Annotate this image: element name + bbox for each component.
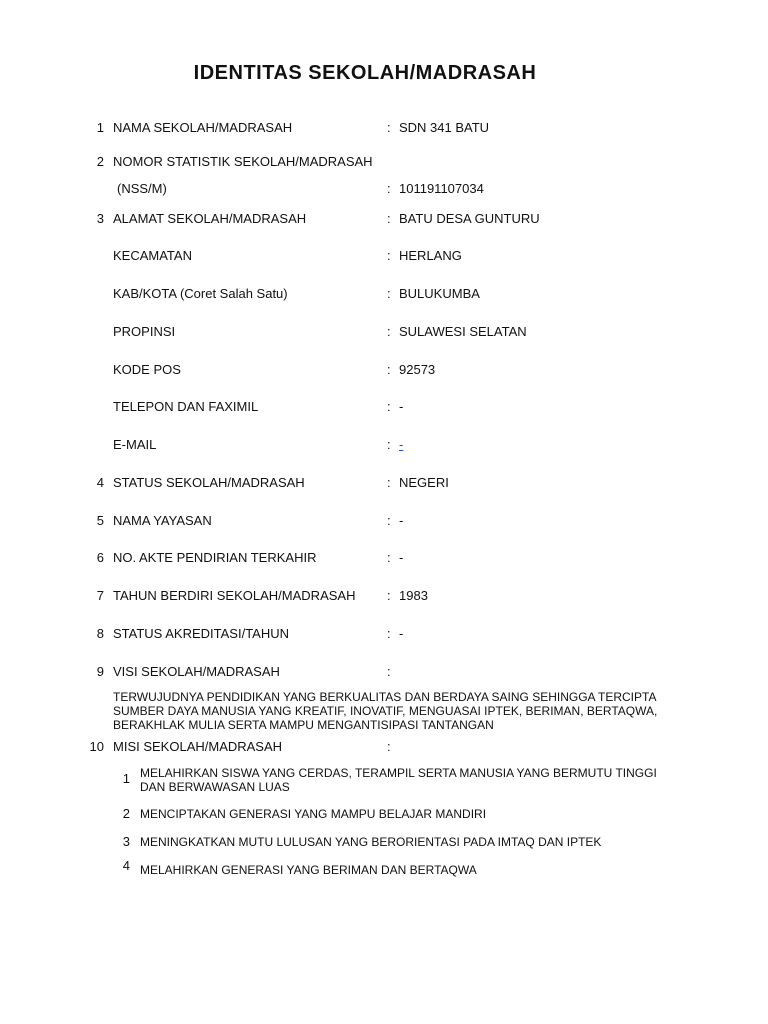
row-kode-pos xyxy=(0,360,768,380)
colon-separator: : xyxy=(387,120,391,135)
misi-number: 4 xyxy=(122,858,130,873)
field-label: STATUS SEKOLAH/MADRASAH xyxy=(113,475,305,490)
row-misi xyxy=(0,737,768,757)
misi-number: 1 xyxy=(122,771,130,786)
row-propinsi xyxy=(0,322,768,342)
row-number: 1 xyxy=(96,120,104,135)
colon-separator: : xyxy=(387,211,391,226)
row-kecamatan xyxy=(0,246,768,266)
colon-separator: : xyxy=(387,399,391,414)
row-nss-heading xyxy=(0,152,768,172)
row-alamat xyxy=(0,209,768,229)
field-label: KECAMATAN xyxy=(113,248,192,263)
row-akte xyxy=(0,548,768,568)
field-value: HERLANG xyxy=(399,248,462,263)
colon-separator: : xyxy=(387,248,391,263)
row-number: 3 xyxy=(96,211,104,226)
page-title: IDENTITAS SEKOLAH/MADRASAH xyxy=(193,62,537,84)
field-value: NEGERI xyxy=(399,475,449,490)
row-number: 7 xyxy=(96,588,104,603)
row-status-sekolah xyxy=(0,473,768,493)
misi-number: 2 xyxy=(122,806,130,821)
row-email xyxy=(0,435,768,455)
email-link[interactable]: - xyxy=(399,437,404,452)
row-visi xyxy=(0,662,768,682)
field-value: - xyxy=(399,626,404,641)
colon-separator: : xyxy=(387,181,391,196)
colon-separator: : xyxy=(387,286,391,301)
misi-text: MELAHIRKAN SISWA YANG CERDAS, TERAMPIL SERTA MANUSIA YANG BERMUTU TINGGI DAN BERWAWASAN LUAS xyxy=(140,766,657,794)
row-number: 6 xyxy=(96,550,104,565)
field-value: SDN 341 BATU xyxy=(399,120,490,135)
field-label: TELEPON DAN FAXIMIL xyxy=(113,399,259,414)
colon-separator: : xyxy=(387,437,391,452)
field-value: 92573 xyxy=(399,362,436,377)
row-number: 8 xyxy=(96,626,104,641)
colon-separator: : xyxy=(387,664,391,679)
field-label: NAMA YAYASAN xyxy=(113,513,212,528)
row-nss xyxy=(0,179,768,199)
row-akreditasi xyxy=(0,624,768,644)
field-label: MISI SEKOLAH/MADRASAH xyxy=(113,739,283,754)
row-number: 9 xyxy=(96,664,104,679)
field-value: - xyxy=(399,550,404,565)
field-label: NO. AKTE PENDIRIAN TERKAHIR xyxy=(113,550,317,565)
field-value: 101191107034 xyxy=(399,181,484,196)
misi-text: MELAHIRKAN GENERASI YANG BERIMAN DAN BERTAQWA xyxy=(140,863,477,877)
row-number: 10 xyxy=(89,739,104,754)
misi-text: MENCIPTAKAN GENERASI YANG MAMPU BELAJAR MANDIRI xyxy=(140,807,487,821)
colon-separator: : xyxy=(387,550,391,565)
colon-separator: : xyxy=(387,513,391,528)
row-nama-sekolah xyxy=(0,118,768,138)
row-number: 4 xyxy=(96,475,104,490)
misi-number: 3 xyxy=(122,834,130,849)
row-nama-yayasan xyxy=(0,511,768,531)
colon-separator: : xyxy=(387,626,391,641)
field-label: PROPINSI xyxy=(113,324,176,339)
colon-separator: : xyxy=(387,588,391,603)
field-value: BATU DESA GUNTURU xyxy=(399,211,540,226)
field-value: BULUKUMBA xyxy=(399,286,480,301)
field-label: KODE POS xyxy=(113,362,181,377)
field-value: SULAWESI SELATAN xyxy=(399,324,527,339)
visi-text: TERWUJUDNYA PENDIDIKAN YANG BERKUALITAS DAN BERDAYA SAING SEHINGGA TERCIPTA SUMBER DAYA MANUSIA YANG KREATIF, INOVATIF, MENGUASAI IPTEK, BERIMAN, BERTAQWA, BERAKHLAK MULIA SERTA MAMPU MENGANTISIPASI TANTANGAN xyxy=(113,690,658,732)
row-tahun-berdiri xyxy=(0,586,768,606)
row-telepon xyxy=(0,397,768,417)
field-label: NOMOR STATISTIK SEKOLAH/MADRASAH xyxy=(113,154,373,169)
row-kabkota xyxy=(0,284,768,304)
field-label: ALAMAT SEKOLAH/MADRASAH xyxy=(113,211,307,226)
colon-separator: : xyxy=(387,475,391,490)
field-label: E-MAIL xyxy=(113,437,157,452)
field-value: - xyxy=(399,399,404,414)
misi-text: MENINGKATKAN MUTU LULUSAN YANG BERORIENTASI PADA IMTAQ DAN IPTEK xyxy=(140,835,602,849)
field-label: STATUS AKREDITASI/TAHUN xyxy=(113,626,290,641)
field-label: TAHUN BERDIRI SEKOLAH/MADRASAH xyxy=(113,588,356,603)
field-value: - xyxy=(399,513,404,528)
field-label: NAMA SEKOLAH/MADRASAH xyxy=(113,120,293,135)
field-value: 1983 xyxy=(399,588,428,603)
row-number: 5 xyxy=(96,513,104,528)
colon-separator: : xyxy=(387,362,391,377)
field-label: KAB/KOTA (Coret Salah Satu) xyxy=(113,286,288,301)
row-number: 2 xyxy=(96,154,104,169)
field-label: (NSS/M) xyxy=(117,181,167,196)
colon-separator: : xyxy=(387,739,391,754)
field-label: VISI SEKOLAH/MADRASAH xyxy=(113,664,280,679)
colon-separator: : xyxy=(387,324,391,339)
